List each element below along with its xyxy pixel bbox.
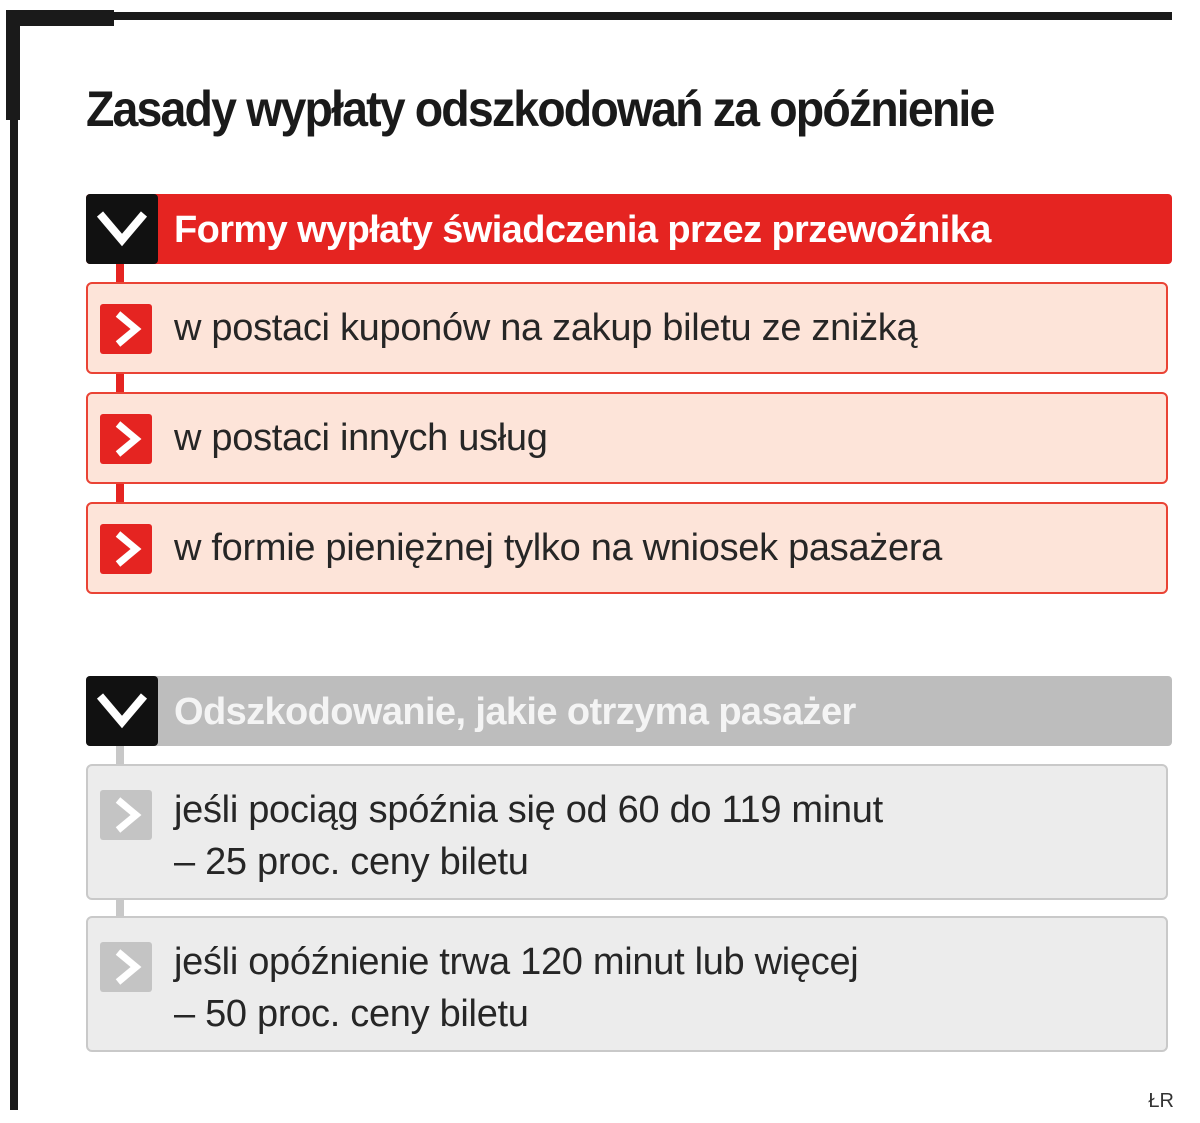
list-item — [86, 282, 1168, 374]
section-header-label: Formy wypłaty świadczenia przez przewoźnika — [174, 209, 991, 251]
chevron-right-icon — [100, 524, 152, 574]
frame-top-line — [10, 12, 1172, 20]
list-item-text: w formie pieniężnej tylko na wniosek pasażera — [174, 527, 943, 569]
list-item-text: w postaci innych usług — [174, 417, 548, 459]
section-header-compensation — [86, 676, 1172, 746]
frame-left-thick — [6, 10, 20, 120]
frame-corner — [10, 10, 114, 26]
section-header-label: Odszkodowanie, jakie otrzyma pasażer — [174, 691, 856, 733]
chevron-right-icon — [100, 304, 152, 354]
list-item — [86, 392, 1168, 484]
page-title: Zasady wypłaty odszkodowań za opóźnienie — [86, 81, 994, 137]
list-item-line: – 50 proc. ceny biletu — [174, 993, 529, 1035]
chevron-right-icon — [100, 414, 152, 464]
chevron-down-icon — [86, 676, 158, 746]
list-item-text — [174, 936, 858, 1040]
chevron-right-icon — [100, 790, 152, 840]
chevron-down-icon — [86, 194, 158, 264]
section-header-payment-forms — [86, 194, 1172, 264]
list-item-line: jeśli opóźnienie trwa 120 minut lub więcej — [174, 941, 859, 983]
list-item — [86, 502, 1168, 594]
chevron-right-icon — [100, 942, 152, 992]
list-item-text — [174, 784, 883, 888]
credit: ŁR — [1148, 1090, 1174, 1112]
list-item-text: w postaci kuponów na zakup biletu ze zniżką — [174, 307, 918, 349]
list-item-line: – 25 proc. ceny biletu — [174, 841, 529, 883]
list-item — [86, 916, 1168, 1052]
list-item — [86, 764, 1168, 900]
list-item-line: jeśli pociąg spóźnia się od 60 do 119 minut — [174, 789, 883, 831]
frame-left-line — [10, 110, 18, 1110]
